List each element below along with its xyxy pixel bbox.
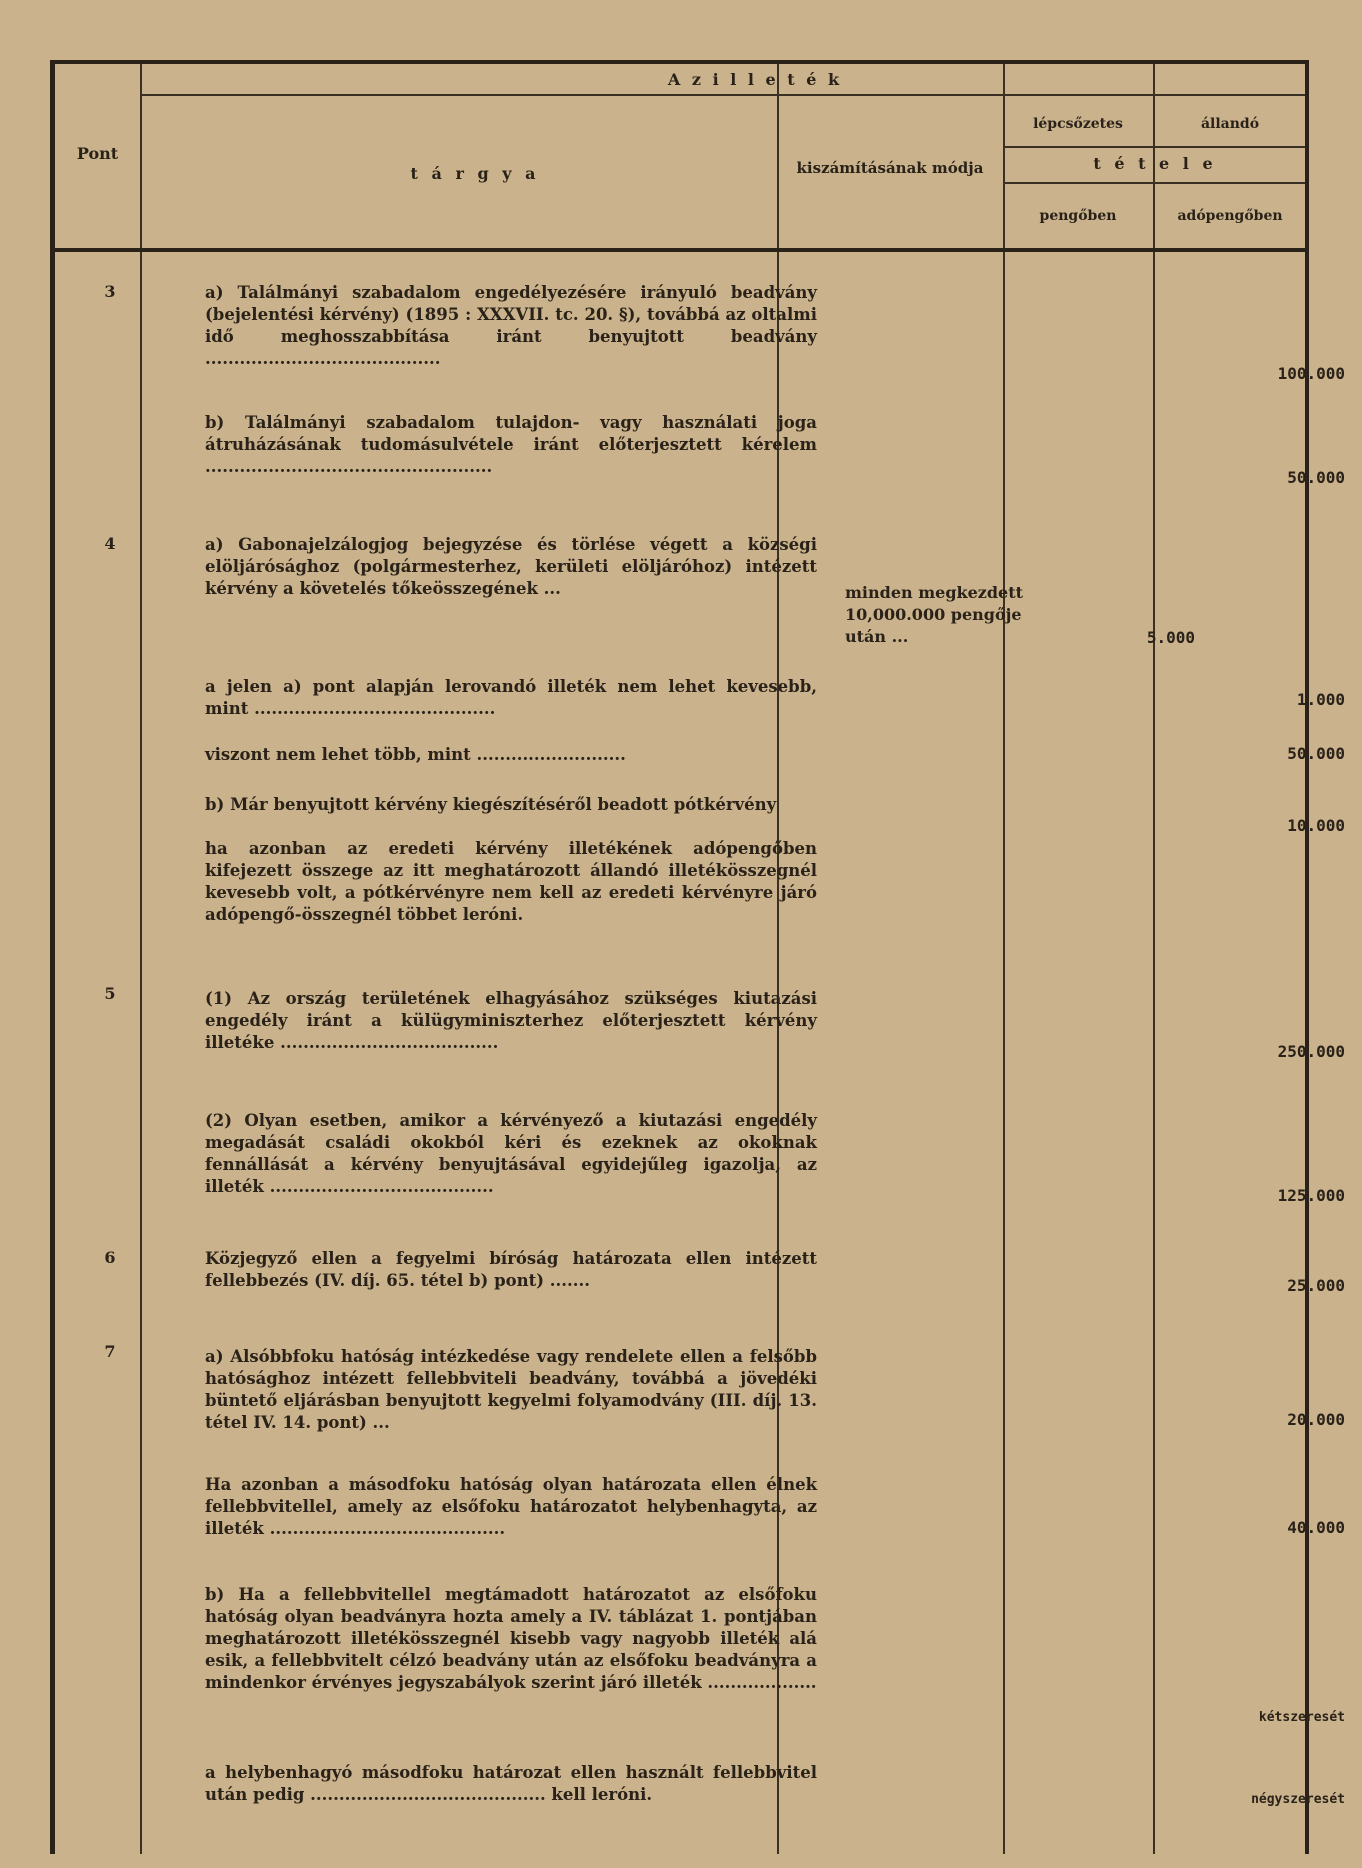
row-allando-amount: 10.000 xyxy=(1287,816,1345,835)
header-lepcsozetes: lépcsőzetes xyxy=(1033,116,1123,132)
row-text: (1) Az ország területének elhagyásához szükséges kiutazási engedély iránt a külügyminiszterhez előterjesztett kérvény illetéke ...................................... xyxy=(205,989,817,1052)
column-divider xyxy=(1003,64,1005,1854)
row-pont: 6 xyxy=(104,1248,116,1267)
row-text: ha azonban az eredeti kérvény illetékének adópengőben kifejezett összege az itt meghatározott állandó illetékösszegnél kevesebb volt, a pótkérvényre nem kell az eredeti kérvényre járó adópengő-összegnél többet leróni. xyxy=(205,839,817,924)
tariff-table xyxy=(50,60,1345,1854)
row-text: a helybenhagyó másodfoku határozat ellen használt fellebbvitel után pedig ......................................... kell leróni. xyxy=(205,1763,817,1804)
row-allando-amount: kétszeresét xyxy=(1258,1710,1345,1725)
row-allando-amount: 40.000 xyxy=(1287,1518,1345,1537)
header-line xyxy=(140,94,1305,96)
column-divider xyxy=(1153,64,1155,1854)
header-line xyxy=(1003,146,1305,148)
row-text: a) Gabonajelzálogjog bejegyzése és törlése végett a községi elöljárósághoz (polgármesterhez, kerületi elöljáróhoz) intézett kérvény a követelés tőkeösszegének ... xyxy=(205,535,817,598)
row-text: viszont nem lehet több, mint .......................... xyxy=(205,745,626,764)
row-text: Ha azonban a másodfoku hatóság olyan határozata ellen élnek fellebbvitellel, amely az elsőfoku határozatot helybenhagyta, az illeték ......................................... xyxy=(205,1475,817,1538)
row-pont: 7 xyxy=(104,1342,116,1361)
row-text: a) Alsóbbfoku hatóság intézkedése vagy rendelete ellen a felsőbb hatósághoz intézett fellebbviteli beadvány, továbbá a jövedéki büntető eljárásban benyujtott kegyelmi folyamodvány (III. díj. 13. tétel IV. 14. pont) ... xyxy=(205,1347,817,1432)
row-allando-amount: 100.000 xyxy=(1277,364,1345,383)
header-line xyxy=(1003,182,1305,184)
row-lepcsozetes-amount: 5.000 xyxy=(1146,628,1195,647)
header-tetele: t é t e l e xyxy=(1093,154,1217,173)
row-text: a) Találmányi szabadalom engedélyezésére irányuló beadvány (bejelentési kérvény) (1895 : XXXVII. tc. 20. §), továbbá az oltalmi idő meghosszabbítása iránt benyujtott beadvány ......................................... xyxy=(205,283,817,368)
row-pont: 4 xyxy=(104,534,116,553)
row-text: b) Már benyujtott kérvény kiegészítéséről beadott pótkérvény xyxy=(205,795,777,814)
row-allando-amount: 1.000 xyxy=(1296,690,1345,709)
row-text: b) Találmányi szabadalom tulajdon- vagy használati joga átruházásának tudomásulvétele iránt előterjesztett kérelem .................................................. xyxy=(205,413,817,476)
row-text: Közjegyző ellen a fegyelmi bíróság határozata ellen intézett fellebbezés (IV. díj. 65. tétel b) pont) ....... xyxy=(205,1249,817,1290)
header-kiszamitas: kiszámításának módja xyxy=(796,159,984,177)
header-adopengoben: adópengőben xyxy=(1177,208,1283,224)
row-pont: 5 xyxy=(104,984,116,1003)
row-allando-amount: négyszeresét xyxy=(1251,1792,1345,1807)
row-text: b) Ha a fellebbvitellel megtámadott határozatot az elsőfoku hatóság olyan beadványra hozta amely a IV. táblázat 1. pontjában meghatározott illetékösszegnél kisebb vagy nagyobb illeték alá esik, a fellebbvitelt célzó beadvány után az elsőfoku beadványra a mindenkor érvényes jegyszabályok szerint járó illeték ................... xyxy=(205,1585,817,1692)
header-pont: Pont xyxy=(76,144,119,163)
row-text: a jelen a) pont alapján lerovandó illeték nem lehet kevesebb, mint .......................................... xyxy=(205,677,817,718)
row-allando-amount: 50.000 xyxy=(1287,744,1345,763)
header-targya: t á r g y a xyxy=(410,164,540,183)
header-allando: állandó xyxy=(1200,116,1260,132)
row-text: (2) Olyan esetben, amikor a kérvényező a kiutazási engedély megadását családi okokból kéri és ezeknek az okoknak fennállását a kérvény benyujtásával egyidejűleg igazolja, az illeték ....................................... xyxy=(205,1111,817,1196)
header-bottom-line xyxy=(55,248,1305,252)
header-main: A z i l l e t é k xyxy=(667,70,843,89)
row-allando-amount: 50.000 xyxy=(1287,468,1345,487)
row-allando-amount: 125.000 xyxy=(1277,1186,1345,1205)
column-divider xyxy=(140,64,142,1854)
row-allando-amount: 25.000 xyxy=(1287,1276,1345,1295)
row-allando-amount: 250.000 xyxy=(1277,1042,1345,1061)
header-pengoben: pengőben xyxy=(1039,208,1117,224)
row-allando-amount: 20.000 xyxy=(1287,1410,1345,1429)
row-modja: minden megkezdett 10,000.000 pengője után ... xyxy=(845,583,1024,646)
row-pont: 3 xyxy=(104,282,116,301)
